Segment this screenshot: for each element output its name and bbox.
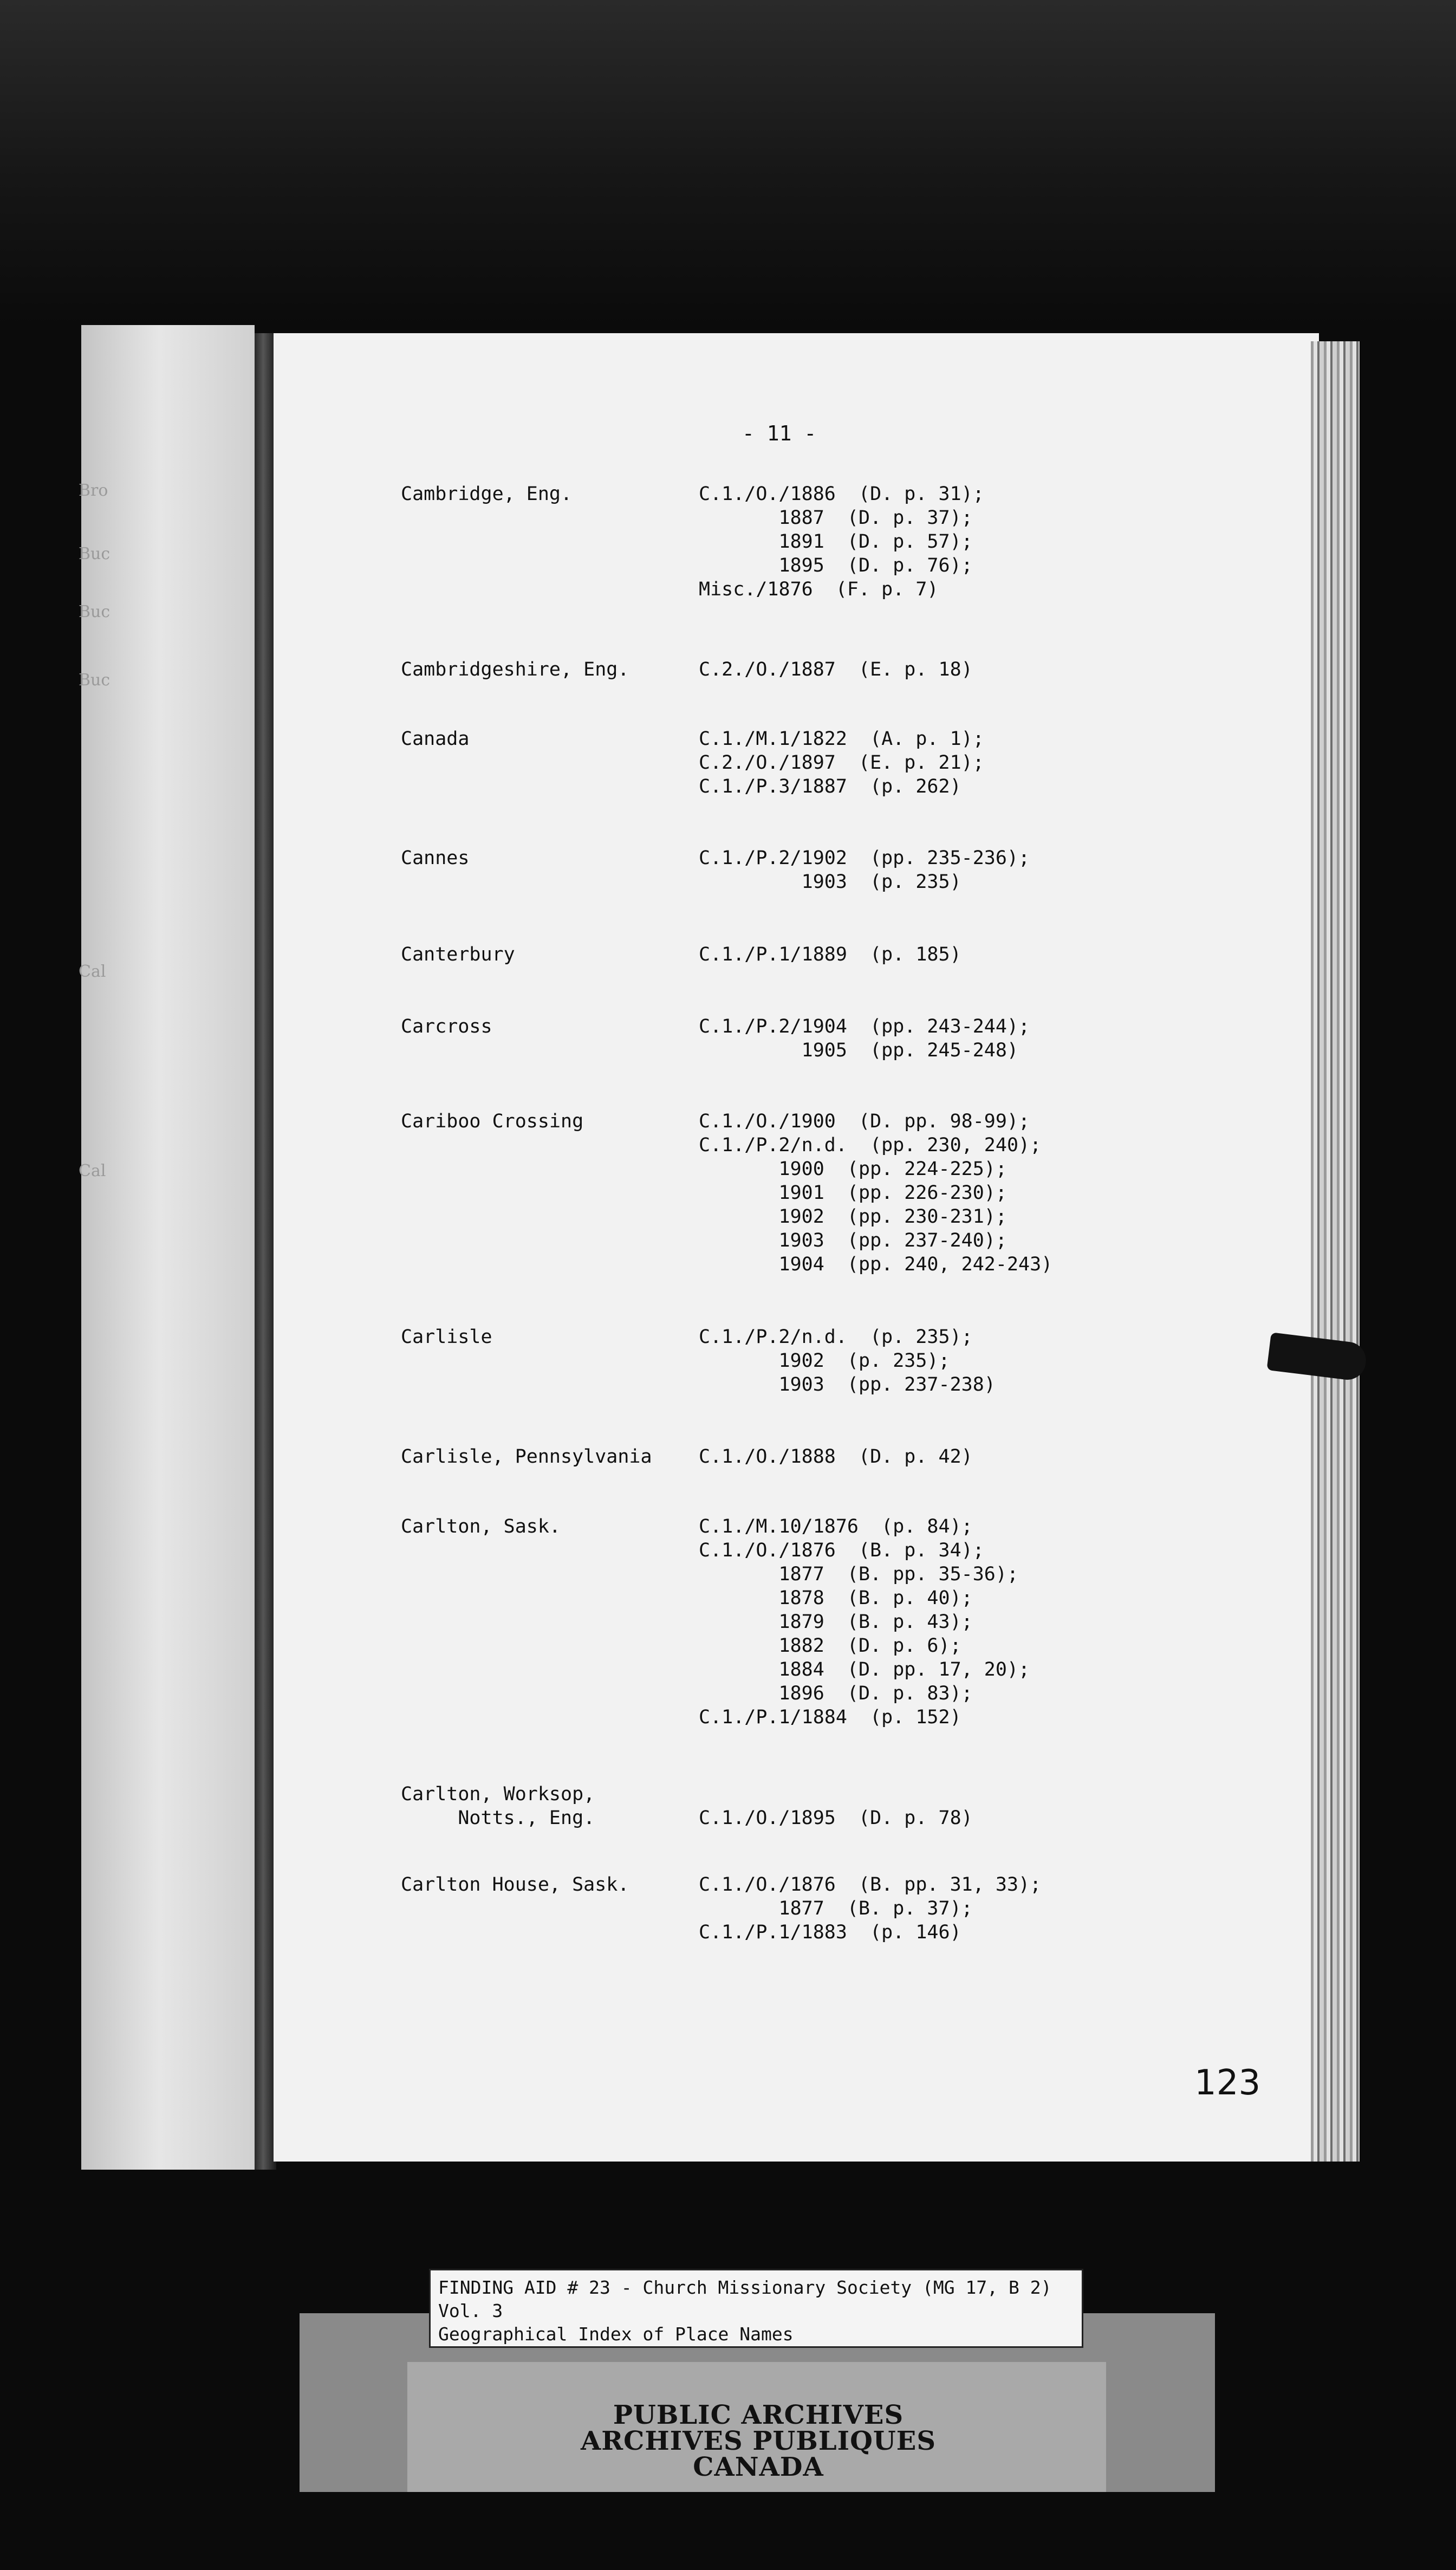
reference-line: C.1./P.3/1887 (p. 262) bbox=[699, 776, 961, 797]
reference-line: C.1./P.1/1884 (p. 152) bbox=[699, 1706, 961, 1728]
reference-line: 1903 (pp. 237-240); bbox=[699, 1230, 1007, 1251]
stamp-line: PUBLIC ARCHIVES bbox=[613, 2400, 904, 2430]
place-name: Canada bbox=[401, 728, 470, 750]
reference-line: C.1./O./1888 (D. p. 42) bbox=[699, 1446, 973, 1468]
facing-page bbox=[81, 325, 255, 2170]
place-name: Cambridgeshire, Eng. bbox=[401, 659, 629, 680]
reference-line: C.1./M.10/1876 (p. 84); bbox=[699, 1516, 973, 1537]
reference-line: 1877 (B. pp. 35-36); bbox=[699, 1563, 1019, 1585]
bleed-text: Bro bbox=[79, 481, 108, 496]
reference-line: C.1./P.2/1904 (pp. 243-244); bbox=[699, 1016, 1030, 1037]
place-name: Cannes bbox=[401, 847, 470, 869]
reference-line: 1879 (B. p. 43); bbox=[699, 1611, 973, 1633]
reference-line: C.1./P.1/1883 (p. 146) bbox=[699, 1922, 961, 1943]
reference-line: 1900 (pp. 224-225); bbox=[699, 1158, 1007, 1180]
finding-aid-label bbox=[429, 2269, 1083, 2348]
place-name: Cariboo Crossing bbox=[401, 1111, 584, 1132]
reference-line: 1905 (pp. 245-248) bbox=[699, 1040, 1019, 1061]
bleed-text: Buc bbox=[79, 671, 110, 686]
reference-line: C.2./O./1887 (E. p. 18) bbox=[699, 659, 973, 680]
stamp-line: ARCHIVES PUBLIQUES bbox=[581, 2426, 936, 2456]
reference-line: C.1./P.1/1889 (p. 185) bbox=[699, 944, 961, 965]
reference-line: 1887 (D. p. 37); bbox=[699, 507, 973, 529]
place-name: Carlton, Sask. bbox=[401, 1516, 561, 1537]
page-number: - 11 - bbox=[742, 421, 817, 445]
reference-line: 1902 (p. 235); bbox=[699, 1350, 950, 1372]
reference-line: 1895 (D. p. 76); bbox=[699, 555, 973, 576]
label-title: FINDING AID # 23 - Church Missionary Society (MG 17, B 2) bbox=[438, 2277, 1052, 2298]
reference-line: 1884 (D. pp. 17, 20); bbox=[699, 1659, 1030, 1680]
label-subtitle: Geographical Index of Place Names bbox=[438, 2324, 794, 2345]
place-name: Carlton House, Sask. bbox=[401, 1874, 629, 1896]
reference-line: 1903 (p. 235) bbox=[699, 871, 961, 893]
reference-line: 1882 (D. p. 6); bbox=[699, 1635, 961, 1657]
microfilm-top-band bbox=[0, 0, 1456, 325]
reference-line: 1902 (pp. 230-231); bbox=[699, 1206, 1007, 1228]
reference-line: 1877 (B. p. 37); bbox=[699, 1898, 973, 1919]
reference-line: 1878 (B. p. 40); bbox=[699, 1587, 973, 1609]
folio-number: 123 bbox=[1194, 2063, 1261, 2103]
reference-line: 1891 (D. p. 57); bbox=[699, 531, 973, 553]
reference-line: 1896 (D. p. 83); bbox=[699, 1683, 973, 1704]
reference-line: C.1./M.1/1822 (A. p. 1); bbox=[699, 728, 984, 750]
bleed-text: Buc bbox=[79, 602, 110, 618]
reference-line: C.1./O./1895 (D. p. 78) bbox=[699, 1807, 973, 1829]
place-name: Carlisle bbox=[401, 1326, 492, 1348]
reference-line: 1901 (pp. 226-230); bbox=[699, 1182, 1007, 1204]
reference-line: C.1./O./1900 (D. pp. 98-99); bbox=[699, 1111, 1030, 1132]
reference-line: 1903 (pp. 237-238) bbox=[699, 1374, 996, 1396]
reference-line: C.1./P.2/1902 (pp. 235-236); bbox=[699, 847, 1030, 869]
bleed-text: Buc bbox=[79, 544, 110, 560]
reference-line: 1904 (pp. 240, 242-243) bbox=[699, 1254, 1053, 1275]
place-name: Carlton, Worksop, Notts., Eng. bbox=[401, 1783, 595, 1829]
reference-line: C.1./O./1876 (B. pp. 31, 33); bbox=[699, 1874, 1042, 1896]
reference-line: C.1./O./1876 (B. p. 34); bbox=[699, 1540, 984, 1561]
place-name: Cambridge, Eng. bbox=[401, 483, 573, 505]
reference-line: C.1./P.2/n.d. (p. 235); bbox=[699, 1326, 973, 1348]
place-name: Carlisle, Pennsylvania bbox=[401, 1446, 652, 1468]
label-volume: Vol. 3 bbox=[438, 2300, 503, 2321]
stamp-line: CANADA bbox=[693, 2452, 824, 2482]
bleed-text: Cal bbox=[79, 1161, 106, 1177]
reference-line: C.1./P.2/n.d. (pp. 230, 240); bbox=[699, 1134, 1042, 1156]
reference-line: C.1./O./1886 (D. p. 31); bbox=[699, 483, 984, 505]
reference-line: C.2./O./1897 (E. p. 21); bbox=[699, 752, 984, 774]
place-name: Canterbury bbox=[401, 944, 515, 965]
bleed-text: Cal bbox=[79, 962, 106, 977]
reference-line: Misc./1876 (F. p. 7) bbox=[699, 579, 939, 600]
place-name: Carcross bbox=[401, 1016, 492, 1037]
page-edges bbox=[1311, 341, 1360, 2162]
book-gutter bbox=[255, 333, 276, 2170]
